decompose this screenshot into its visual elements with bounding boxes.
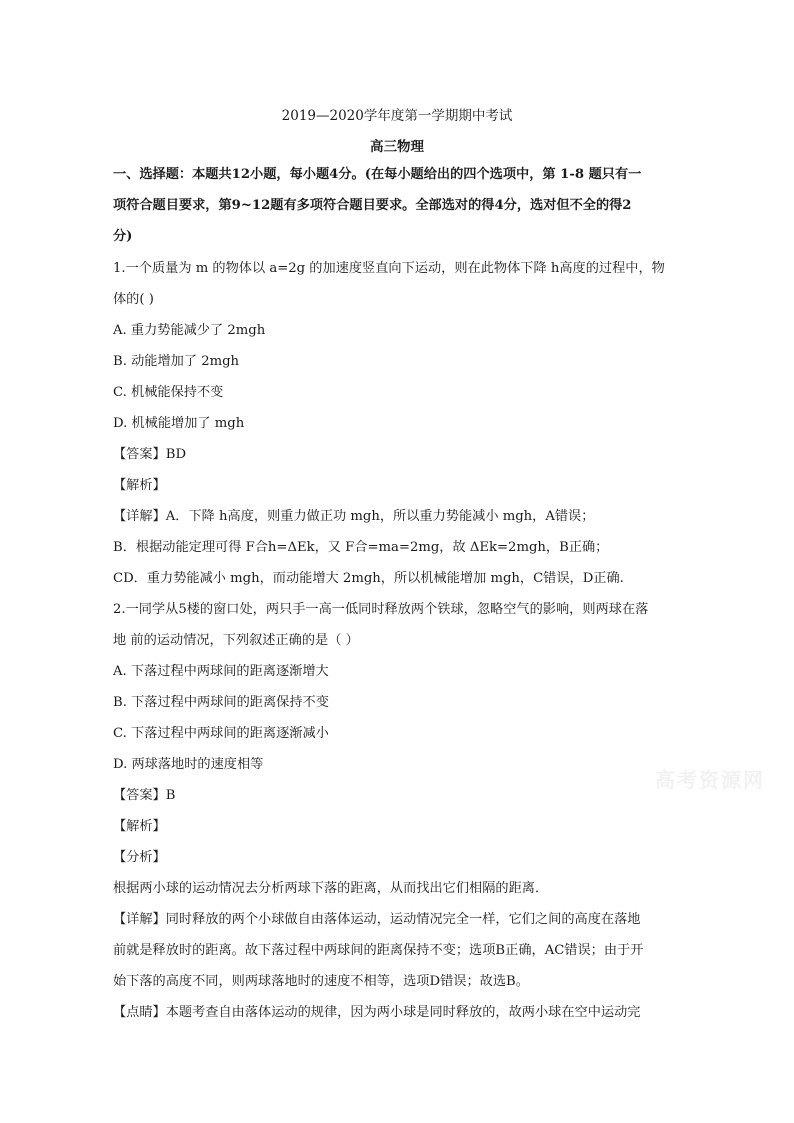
section-heading-line-1: 一、选择题：本题共12小题，每小题4分。(在每小题给出的四个选项中，第 1-8 题只有一 [113, 167, 642, 182]
q1-detail-line-1: 【详解】A．下降 h高度，则重力做正功 mgh，所以重力势能减小 mgh，A错误； [113, 509, 595, 524]
section-heading-line-3: 分) [113, 229, 133, 244]
exam-title: 2019—2020学年度第一学期期中考试 [281, 108, 513, 124]
q2-option-c: C. 下落过程中两球间的距离逐渐减小 [113, 726, 329, 741]
q1-option-c: C. 机械能保持不变 [113, 385, 224, 400]
q1-stem-line-1: 1.一个质量为 m 的物体以 a=2g 的加速度竖直向下运动，则在此物体下降 h高度的过程中，物 [113, 261, 665, 276]
q2-option-b: B. 下落过程中两球间的距离保持不变 [113, 695, 329, 710]
q1-answer: 【答案】BD [113, 447, 187, 462]
q2-fenxi-label: 【分析】 [113, 850, 166, 865]
q1-option-b: B. 动能增加了 2mgh [113, 354, 240, 369]
q2-option-a: A. 下落过程中两球间的距离逐渐增大 [113, 664, 329, 679]
q2-fenxi-text: 根据两小球的运动情况去分析两球下落的距离，从而找出它们相隔的距离． [113, 881, 549, 896]
q2-option-d: D. 两球落地时的速度相等 [113, 757, 264, 772]
watermark: 高考资源网 [655, 768, 765, 792]
q1-analysis-label: 【解析】 [113, 478, 166, 493]
q2-stem-line-2: 地 前的运动情况，下列叙述正确的是（ ） [113, 633, 359, 648]
q1-option-d: D. 机械能增加了 mgh [113, 416, 245, 431]
q2-analysis-label: 【解析】 [113, 819, 166, 834]
q2-detail-line-3: 始下落的高度不同，则两球落地时的速度不相等，选项D错误；故选B。 [113, 974, 529, 989]
q2-dianjing-line: 【点睛】本题考查自由落体运动的规律，因为两小球是同时释放的，故两小球在空中运动完 [113, 1005, 641, 1020]
q2-answer: 【答案】B [113, 788, 176, 803]
section-heading-line-2: 项符合题目要求，第9~12题有多项符合题目要求。全部选对的得4分，选对但不全的得2 [113, 198, 632, 213]
q1-detail-line-2: B．根据动能定理可得 F合h=ΔEk，又 F合=ma=2mg，故 ΔEk=2mgh，B正确； [113, 540, 609, 555]
q2-detail-line-2: 前就是释放时的距离。故下落过程中两球间的距离保持不变；选项B正确，AC错误；由于开 [113, 943, 644, 958]
q1-stem-line-2: 体的( ) [113, 292, 154, 307]
q2-detail-line-1: 【详解】同时释放的两个小球做自由落体运动，运动情况完全一样，它们之间的高度在落地 [113, 912, 641, 927]
q1-option-a: A. 重力势能减少了 2mgh [113, 323, 266, 338]
exam-subtitle: 高三物理 [370, 139, 424, 155]
q1-detail-line-3: CD．重力势能减小 mgh，而动能增大 2mgh，所以机械能增加 mgh，C错误，D正确. [113, 571, 624, 586]
q2-stem-line-1: 2.一同学从5楼的窗口处，两只手一高一低同时释放两个铁球，忽略空气的影响，则两球在落 [113, 602, 649, 617]
